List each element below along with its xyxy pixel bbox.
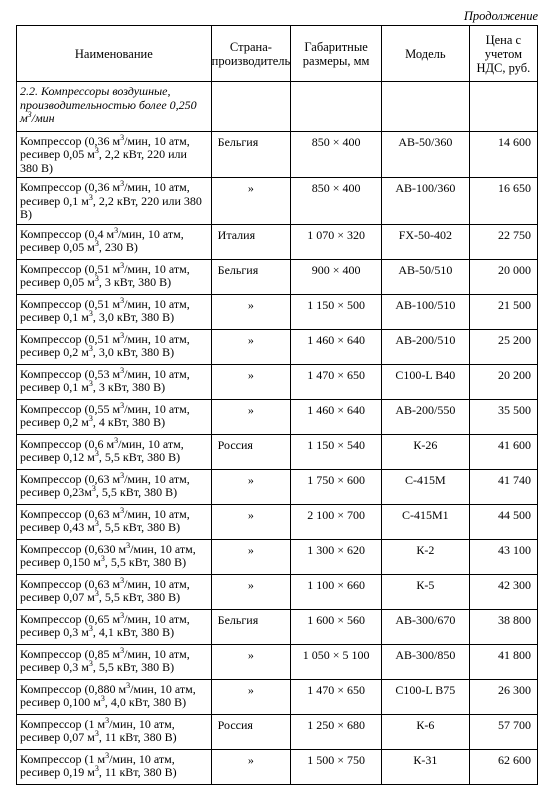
dimensions-cell: 850 × 400 [291,131,382,178]
price-cell: 22 750 [469,224,537,259]
product-name: Компрессор (0,85 $м^3$/мин, 10 атм, ресивер 0,3 $м^3$, 5,5 кВт, 380 В) [17,644,212,679]
price-cell: 44 500 [469,504,537,539]
model-cell: К-31 [382,749,470,784]
country-cell: » [211,294,291,329]
dimensions-cell: 900 × 400 [291,259,382,294]
country-cell: » [211,749,291,784]
product-name: Компрессор (0,6 $м^3$/мин, 10 атм, ресивер 0,12 $м^3$, 5,5 кВт, 380 В) [17,434,212,469]
price-cell: 26 300 [469,679,537,714]
price-cell: 41 800 [469,644,537,679]
dimensions-cell: 1 050 × 5 100 [291,644,382,679]
product-name: Компрессор (0,36 $м^3$/мин, 10 атм, ресивер 0,1 $м^3$, 2,2 кВт, 220 или 380 В) [17,178,212,225]
table-row [17,469,538,504]
table-row [17,399,538,434]
section-empty-cell [382,82,470,132]
model-cell: AB-300/670 [382,609,470,644]
product-name: Компрессор (0,630 $м^3$/мин, 10 атм, ресивер 0,150 $м^3$, 5,5 кВт, 380 В) [17,539,212,574]
table-row [17,294,538,329]
price-cell: 41 600 [469,434,537,469]
model-cell: C100-L B75 [382,679,470,714]
table-row [17,259,538,294]
price-cell: 38 800 [469,609,537,644]
price-cell: 14 600 [469,131,537,178]
product-name: Компрессор (0,51 $м^3$/мин, 10 атм, ресивер 0,05 $м^3$, 3 кВт, 380 В) [17,259,212,294]
table-row [17,574,538,609]
table-row [17,679,538,714]
model-cell: FX-50-402 [382,224,470,259]
price-cell: 20 200 [469,364,537,399]
table-row [17,178,538,225]
dimensions-cell: 1 300 × 620 [291,539,382,574]
product-name: Компрессор (0,65 $м^3$/мин, 10 атм, ресивер 0,3 $м^3$, 4,1 кВт, 380 В) [17,609,212,644]
dimensions-cell: 1 470 × 650 [291,364,382,399]
model-cell: К-26 [382,434,470,469]
model-cell: С-415М [382,469,470,504]
country-cell: » [211,644,291,679]
table-row [17,434,538,469]
price-cell: 57 700 [469,714,537,749]
dimensions-cell: 2 100 × 700 [291,504,382,539]
model-cell: AB-200/510 [382,329,470,364]
table-row [17,714,538,749]
product-name: Компрессор (0,51 $м^3$/мин, 10 атм, ресивер 0,2 $м^3$, 3,0 кВт, 380 В) [17,329,212,364]
header-dims: Габаритные размеры, мм [291,26,382,82]
price-cell: 20 000 [469,259,537,294]
header-price: Цена с учетом НДС, руб. [469,26,537,82]
dimensions-cell: 1 470 × 650 [291,679,382,714]
continuation-label: Продолжение [463,9,538,23]
product-name: Компрессор (1 $м^3$/мин, 10 атм, ресивер 0,19 $м^3$, 11 кВт, 380 В) [17,749,212,784]
product-name: Компрессор (0,36 $м^3$/мин, 10 атм, ресивер 0,05 $м^3$, 2,2 кВт, 220 или 380 В) [17,131,212,178]
product-name: Компрессор (0,63 $м^3$/мин, 10 атм, ресивер 0,43 $м^3$, 5,5 кВт, 380 В) [17,504,212,539]
country-cell: » [211,539,291,574]
model-cell: AB-100/510 [382,294,470,329]
section-empty-cell [211,82,291,132]
price-cell: 62 600 [469,749,537,784]
price-table [16,25,538,785]
dimensions-cell: 1 750 × 600 [291,469,382,504]
table-row [17,224,538,259]
header-country: Страна-производитель [211,26,291,82]
product-name: Компрессор (1 $м^3$/мин, 10 атм, ресивер 0,07 $м^3$, 11 кВт, 380 В) [17,714,212,749]
country-cell: » [211,469,291,504]
table-row [17,609,538,644]
section-empty-cell [291,82,382,132]
table-row [17,329,538,364]
dimensions-cell: 1 150 × 500 [291,294,382,329]
price-cell: 43 100 [469,539,537,574]
table-row [17,364,538,399]
dimensions-cell: 1 600 × 560 [291,609,382,644]
country-cell: Бельгия [211,259,291,294]
product-name: Компрессор (0,880 $м^3$/мин, 10 атм, ресивер 0,100 $м^3$, 4,0 кВт, 380 В) [17,679,212,714]
dimensions-cell: 1 460 × 640 [291,329,382,364]
country-cell: Бельгия [211,131,291,178]
model-cell: AB-300/850 [382,644,470,679]
product-name: Компрессор (0,4 $м^3$/мин, 10 атм, ресивер 0,05 $м^3$, 230 В) [17,224,212,259]
country-cell: Россия [211,434,291,469]
price-cell: 42 300 [469,574,537,609]
product-name: Компрессор (0,63 $м^3$/мин, 10 атм, ресивер $0,23м^3$, 5,5 кВт, 380 В) [17,469,212,504]
section-title: 2.2. Компрессоры воздушные, производительностью более 0,250 $м^3$/мин [17,82,212,132]
header-model: Модель [382,26,470,82]
table-row [17,539,538,574]
table-row [17,749,538,784]
model-cell: С-415М1 [382,504,470,539]
country-cell: » [211,399,291,434]
product-name: Компрессор (0,55 $м^3$/мин, 10 атм, ресивер 0,2 $м^3$, 4 кВт, 380 В) [17,399,212,434]
model-cell: AB-50/510 [382,259,470,294]
country-cell: Россия [211,714,291,749]
table-row [17,644,538,679]
product-name: Компрессор (0,53 $м^3$/мин, 10 атм, ресивер 0,1 $м^3$, 3 кВт, 380 В) [17,364,212,399]
model-cell: К-2 [382,539,470,574]
country-cell: » [211,329,291,364]
model-cell: C100-L B40 [382,364,470,399]
price-cell: 16 650 [469,178,537,225]
dimensions-cell: 1 500 × 750 [291,749,382,784]
dimensions-cell: 1 100 × 660 [291,574,382,609]
price-cell: 35 500 [469,399,537,434]
country-cell: » [211,679,291,714]
dimensions-cell: 850 × 400 [291,178,382,225]
table-header-row [17,26,538,82]
dimensions-cell: 1 250 × 680 [291,714,382,749]
dimensions-cell: 1 150 × 540 [291,434,382,469]
product-name: Компрессор (0,63 $м^3$/мин, 10 атм, ресивер 0,07 $м^3$, 5,5 кВт, 380 В) [17,574,212,609]
country-cell: » [211,178,291,225]
table-row [17,504,538,539]
section-empty-cell [469,82,537,132]
price-cell: 41 740 [469,469,537,504]
country-cell: » [211,504,291,539]
model-cell: AB-200/550 [382,399,470,434]
model-cell: К-6 [382,714,470,749]
price-cell: 21 500 [469,294,537,329]
country-cell: Бельгия [211,609,291,644]
country-cell: » [211,574,291,609]
country-cell: Италия [211,224,291,259]
section-row [17,82,538,132]
country-cell: » [211,364,291,399]
product-name: Компрессор (0,51 $м^3$/мин, 10 атм, ресивер 0,1 $м^3$, 3,0 кВт, 380 В) [17,294,212,329]
price-cell: 25 200 [469,329,537,364]
dimensions-cell: 1 460 × 640 [291,399,382,434]
table-row [17,131,538,178]
header-name: Наименование [17,26,212,82]
model-cell: К-5 [382,574,470,609]
model-cell: AB-50/360 [382,131,470,178]
model-cell: AB-100/360 [382,178,470,225]
dimensions-cell: 1 070 × 320 [291,224,382,259]
